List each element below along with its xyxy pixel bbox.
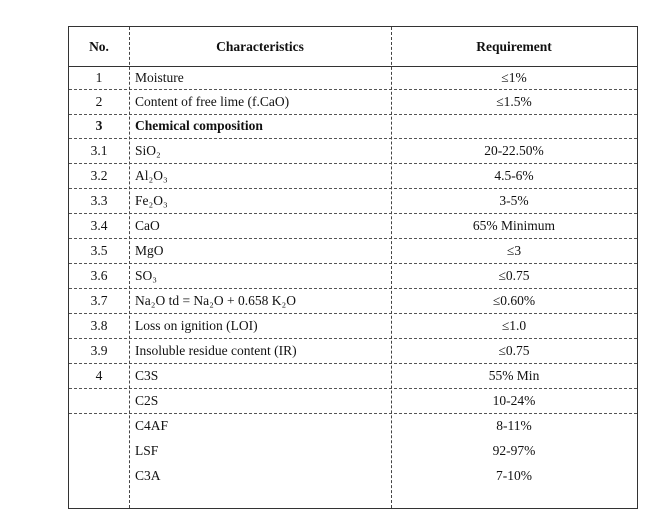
table-row: [69, 463, 637, 488]
specification-table: [68, 26, 638, 509]
table-row: [69, 188, 637, 213]
row-no: 3.4: [90, 217, 108, 233]
table-row: [69, 413, 637, 438]
row-no: 2: [95, 93, 103, 109]
table-row: [69, 288, 637, 313]
table-row: [69, 138, 637, 163]
row-no: 1: [95, 69, 103, 85]
row-no: [69, 388, 129, 413]
row-no: 3.5: [90, 242, 108, 258]
row-requirement: 10-24%: [492, 392, 536, 408]
row-no: 3: [95, 118, 103, 134]
row-requirement: ≤0.75: [498, 267, 530, 283]
column-divider: [391, 27, 392, 508]
row-no: 3.2: [90, 167, 108, 183]
column-divider: [129, 27, 130, 508]
table-row: [69, 163, 637, 188]
row-no: 3.6: [90, 267, 108, 283]
row-characteristic: C3S: [135, 367, 159, 383]
row-requirement: 3-5%: [499, 192, 529, 208]
row-characteristic: SO₃: [135, 267, 157, 283]
row-requirement: ≤1.5%: [496, 93, 532, 109]
row-requirement: [391, 114, 637, 138]
row-characteristic: Insoluble residue content (IR): [135, 342, 297, 358]
row-no: 3.9: [90, 342, 108, 358]
row-characteristic: C2S: [135, 392, 159, 408]
row-no: [69, 413, 129, 438]
row-characteristic: SiO₂: [135, 142, 161, 158]
row-no: 3.8: [90, 317, 108, 333]
table-row: [69, 66, 637, 89]
row-no: 3.7: [90, 292, 108, 308]
row-characteristic: Content of free lime (f.CaO): [135, 93, 290, 109]
table-row: [69, 114, 637, 138]
table-row: [69, 89, 637, 114]
row-characteristic: LSF: [135, 442, 159, 458]
row-characteristic: Chemical composition: [135, 118, 263, 134]
row-requirement: 92-97%: [492, 442, 536, 458]
table-row: [69, 438, 637, 463]
row-characteristic: Na₂O td = Na₂O + 0.658 K₂O: [135, 292, 296, 308]
row-characteristic: Fe₂O₃: [135, 192, 168, 208]
row-requirement: ≤1%: [501, 69, 527, 85]
row-requirement: 20-22.50%: [484, 142, 544, 158]
row-requirement: 8-11%: [496, 417, 532, 433]
row-requirement: 55% Min: [488, 367, 540, 383]
row-requirement: 4.5-6%: [494, 167, 534, 183]
header-no: No.: [89, 38, 109, 54]
row-requirement: ≤0.75: [498, 342, 530, 358]
table-row: [69, 388, 637, 413]
row-characteristic: CaO: [135, 217, 160, 233]
header-requirement: Requirement: [476, 38, 552, 54]
table-row: [69, 338, 637, 363]
header-characteristics: Characteristics: [216, 38, 304, 54]
row-requirement: ≤1.0: [501, 317, 527, 333]
table-row: [69, 213, 637, 238]
row-characteristic: C4AF: [135, 417, 169, 433]
table-row: [69, 238, 637, 263]
row-characteristic: Moisture: [135, 69, 184, 85]
table-row: [69, 313, 637, 338]
row-characteristic: C3A: [135, 467, 161, 483]
table-header-row: [69, 27, 637, 67]
table-row: [69, 263, 637, 288]
row-no: 4: [95, 367, 103, 383]
row-characteristic: Al₂O₃: [135, 167, 168, 183]
row-requirement: 65% Minimum: [472, 217, 556, 233]
row-no: [69, 438, 129, 463]
row-no: 3.1: [90, 142, 108, 158]
row-requirement: ≤0.60%: [492, 292, 536, 308]
table-row: [69, 363, 637, 388]
row-characteristic: Loss on ignition (LOI): [135, 317, 258, 333]
row-requirement: ≤3: [506, 242, 522, 258]
row-no: 3.3: [90, 192, 108, 208]
row-requirement: 7-10%: [496, 467, 532, 483]
row-characteristic: MgO: [135, 242, 164, 258]
row-no: [69, 463, 129, 488]
